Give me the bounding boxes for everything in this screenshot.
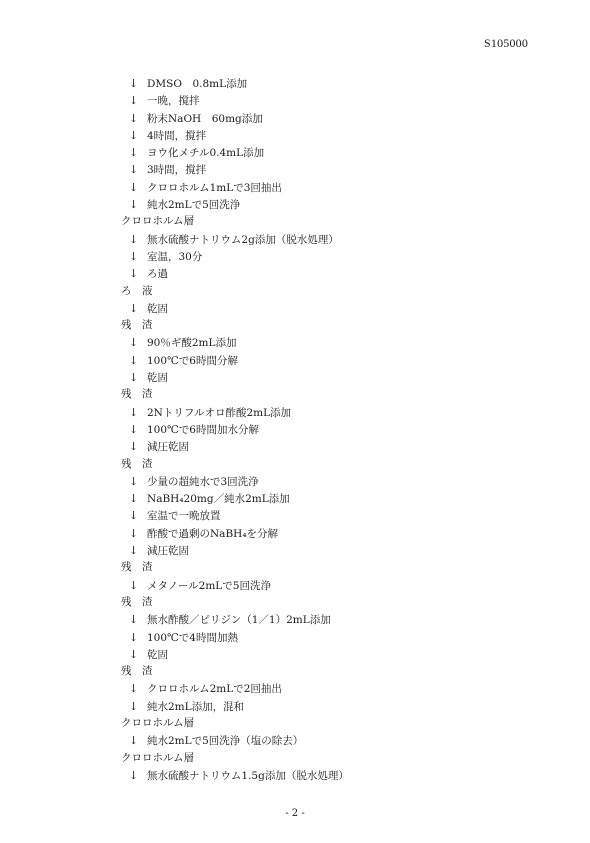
- step-text: 3時間，撹拌: [147, 164, 207, 177]
- phase-heading: 残 渣: [121, 561, 153, 574]
- step-text: 少量の超純水で3回洗浄: [147, 475, 259, 488]
- phase-heading: 残 渣: [121, 595, 153, 608]
- step-text: 無水硫酸ナトリウム1.5g添加（脱水処理）: [147, 769, 349, 782]
- step-text: DMSO 0.8mL添加: [147, 78, 248, 90]
- phase-heading: クロロホルム層: [121, 215, 195, 228]
- step-text: 90％ギ酸2mL添加: [147, 337, 237, 350]
- phase-heading: 残 渣: [121, 665, 153, 678]
- procedure-step: [121, 369, 561, 386]
- step-text: 減圧乾固: [147, 441, 189, 454]
- down-arrow-icon: ↓: [129, 630, 139, 644]
- procedure-step: [121, 767, 561, 784]
- step-text: 無水硫酸ナトリウム2g添加（脱水処理）: [147, 233, 339, 246]
- procedure-step: [121, 421, 561, 438]
- down-arrow-icon: ↓: [129, 371, 139, 385]
- procedure-step: [121, 300, 561, 317]
- step-text: 一晩，撹拌: [147, 95, 200, 108]
- phase-heading: 残 渣: [121, 457, 153, 470]
- procedure-step: [121, 196, 561, 213]
- step-text: 酢酸で過剰のNaBH₄を分解: [147, 527, 279, 540]
- procedure-step: [121, 265, 561, 282]
- step-text: 乾固: [147, 372, 168, 385]
- step-text: 4時間，撹拌: [147, 129, 207, 142]
- down-arrow-icon: ↓: [129, 492, 139, 506]
- procedure-flow: [121, 75, 561, 784]
- phase-heading: クロロホルム層: [121, 751, 195, 764]
- procedure-step: [121, 507, 561, 524]
- down-arrow-icon: ↓: [129, 301, 139, 315]
- procedure-step: [121, 161, 561, 178]
- page-number: - 2 -: [285, 808, 305, 819]
- down-arrow-icon: ↓: [129, 146, 139, 160]
- step-text: 100℃で4時間加熱: [147, 631, 238, 644]
- procedure-step: [121, 179, 561, 196]
- down-arrow-icon: ↓: [129, 544, 139, 558]
- step-text: 室温で一晩放置: [147, 510, 221, 523]
- procedure-step: [121, 698, 561, 715]
- down-arrow-icon: ↓: [129, 198, 139, 212]
- procedure-step: [121, 75, 561, 92]
- step-text: 100℃で6時間分解: [147, 354, 238, 367]
- procedure-step: [121, 473, 561, 490]
- phase-heading: ろ 液: [121, 284, 153, 297]
- down-arrow-icon: ↓: [129, 526, 139, 540]
- down-arrow-icon: ↓: [129, 353, 139, 367]
- down-arrow-icon: ↓: [129, 509, 139, 523]
- down-arrow-icon: ↓: [129, 232, 139, 246]
- down-arrow-icon: ↓: [129, 647, 139, 661]
- down-arrow-icon: ↓: [129, 422, 139, 436]
- down-arrow-icon: ↓: [129, 336, 139, 350]
- step-text: 粉末NaOH 60mg添加: [147, 112, 263, 125]
- down-arrow-icon: ↓: [129, 94, 139, 108]
- down-arrow-icon: ↓: [129, 699, 139, 713]
- step-text: 減圧乾固: [147, 545, 189, 558]
- step-text: 乾固: [147, 648, 168, 661]
- down-arrow-icon: ↓: [129, 474, 139, 488]
- procedure-step: [121, 542, 561, 559]
- down-arrow-icon: ↓: [129, 768, 139, 782]
- procedure-step: [121, 92, 561, 109]
- down-arrow-icon: ↓: [129, 405, 139, 419]
- procedure-step: [121, 629, 561, 646]
- step-text: メタノール2mLで5回洗浄: [147, 579, 271, 592]
- down-arrow-icon: ↓: [129, 128, 139, 142]
- procedure-step: [121, 490, 561, 507]
- step-text: ろ過: [147, 268, 168, 281]
- step-text: 純水2mLで5回洗浄: [147, 199, 241, 212]
- step-text: NaBH₄20mg／純水2mL添加: [147, 493, 290, 506]
- procedure-step: [121, 438, 561, 455]
- down-arrow-icon: ↓: [129, 111, 139, 125]
- down-arrow-icon: ↓: [129, 163, 139, 177]
- down-arrow-icon: ↓: [129, 267, 139, 281]
- procedure-step: [121, 680, 561, 697]
- down-arrow-icon: ↓: [129, 180, 139, 194]
- document-id: S105000: [484, 36, 529, 50]
- down-arrow-icon: ↓: [129, 734, 139, 748]
- procedure-step: [121, 127, 561, 144]
- step-text: 無水酢酸／ピリジン（1／1）2mL添加: [147, 614, 331, 627]
- down-arrow-icon: ↓: [129, 77, 139, 90]
- procedure-step: [121, 646, 561, 663]
- down-arrow-icon: ↓: [129, 440, 139, 454]
- down-arrow-icon: ↓: [129, 682, 139, 696]
- step-text: 室温，30分: [147, 250, 203, 263]
- step-text: 乾固: [147, 302, 168, 315]
- down-arrow-icon: ↓: [129, 249, 139, 263]
- procedure-step: [121, 144, 561, 161]
- procedure-step: [121, 611, 561, 628]
- procedure-step: [121, 732, 561, 749]
- step-text: クロロホルム1mLで3回抽出: [147, 181, 282, 194]
- step-text: ヨウ化メチル0.4mL添加: [147, 147, 265, 160]
- step-text: 純水2mLで5回洗浄（塩の除去）: [147, 735, 304, 748]
- step-text: クロロホルム2mLで2回抽出: [147, 683, 282, 696]
- phase-heading: 残 渣: [121, 319, 153, 332]
- procedure-step: [121, 248, 561, 265]
- procedure-step: [121, 525, 561, 542]
- down-arrow-icon: ↓: [129, 578, 139, 592]
- procedure-step: [121, 404, 561, 421]
- step-text: 純水2mL添加，混和: [147, 700, 245, 713]
- step-text: 100℃で6時間加水分解: [147, 423, 259, 436]
- procedure-step: [121, 352, 561, 369]
- phase-heading: クロロホルム層: [121, 716, 195, 729]
- procedure-step: [121, 231, 561, 248]
- step-text: 2Nトリフルオロ酢酸2mL添加: [147, 406, 292, 419]
- down-arrow-icon: ↓: [129, 613, 139, 627]
- procedure-step: [121, 110, 561, 127]
- procedure-step: [121, 577, 561, 594]
- phase-heading: 残 渣: [121, 388, 153, 401]
- procedure-step: [121, 334, 561, 351]
